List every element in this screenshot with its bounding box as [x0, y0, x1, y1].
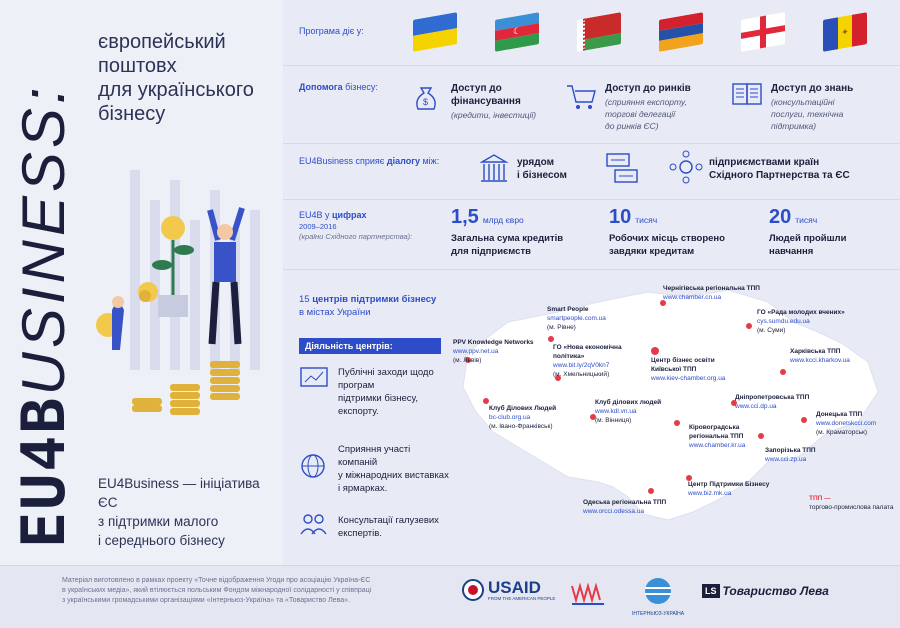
stat-unit: тисяч [635, 215, 658, 225]
map-label-url: bc-club.org.ua [489, 414, 531, 421]
activity-line: Сприяння участі [338, 444, 411, 455]
georgia-flag [741, 12, 785, 52]
map-label-title: Клуб Ділових Людей [489, 405, 557, 412]
map-label-title: Харківська ТПП [790, 348, 841, 355]
initiative-line: з підтримки малого [98, 514, 219, 529]
dialog-label [299, 156, 439, 166]
map-label-city: (м. Рівне) [547, 324, 576, 331]
map-label-title: PPV Knowledge Networks [453, 339, 534, 346]
dialog-line: підприємствами країн [709, 157, 820, 168]
stat-value: 10 [609, 206, 632, 228]
coins-illustration [90, 170, 280, 440]
map-label-khmelnytskyi [553, 343, 622, 379]
vertical-title-light: USINESS: [10, 83, 77, 396]
map-label-title: Запорізька ТПП [765, 447, 816, 454]
initiative-text [98, 474, 278, 550]
numbers-label-start: EU4B у [299, 210, 333, 220]
desc-line: Робочих місць створено [609, 233, 725, 244]
stat-3-value [769, 206, 817, 229]
tagline-line: поштовх [98, 55, 177, 77]
activity-2 [338, 443, 449, 495]
svg-text:$: $ [423, 97, 429, 107]
cart-icon [565, 82, 599, 112]
usaid-sub: FROM THE AMERICAN PEOPLE [488, 596, 556, 601]
desc-line: для підприємств [451, 246, 531, 257]
centers-heading-bold: центрів підтримки бізнесу [312, 294, 437, 305]
map-point-sumy [746, 323, 752, 329]
internews-text: ІНТЕРНЬЮЗ-УКРАЇНА [632, 611, 685, 617]
map-label-title: регіональна ТПП [689, 433, 744, 440]
armenia-flag [659, 12, 703, 52]
help-label-rest: бізнесу: [342, 82, 378, 92]
vertical-title [9, 83, 79, 548]
map-label-city: (м. Суми) [757, 327, 786, 334]
map-label-title: Донецька ТПП [816, 411, 863, 418]
numbers-label [299, 210, 366, 220]
numbers-years: 2009–2016 [299, 222, 337, 231]
right-panel [283, 0, 900, 565]
azerbaijan-flag: ☾ [495, 12, 539, 52]
desc-line: Людей пройшли [769, 233, 847, 244]
dialog-item-1 [517, 156, 567, 182]
lion-badge: LS [702, 584, 720, 598]
centers-heading [299, 294, 436, 305]
map-label-title: Київської ТПП [651, 366, 697, 373]
map-label-url: www.donetskcci.com [816, 420, 877, 427]
ukraine-flag [413, 12, 457, 52]
help-item-2-sub [605, 96, 687, 132]
chat-icon [605, 152, 639, 184]
government-building-icon [479, 152, 509, 184]
stat-2-desc [609, 232, 749, 258]
map-label-mykolaiv [688, 480, 769, 498]
dialog-label-bold: діалогу [386, 156, 420, 166]
map-label-url: www.kdl.vn.ua [595, 408, 637, 415]
left-panel [0, 0, 283, 565]
map-label-sumy [757, 308, 845, 335]
help-item-3-sub [771, 96, 843, 132]
map-label-title: ГО «Нова економічна [553, 344, 622, 351]
initiative-line: EU4Business — ініціатива ЄС [98, 476, 260, 510]
lion-society-logo [702, 584, 829, 598]
map-label-title: Центр бізнес освіти [651, 357, 715, 364]
centers-heading-end: в містах України [299, 307, 371, 318]
map-point-kyiv [651, 347, 659, 355]
map-label-vinnytsia [595, 398, 661, 425]
map-label-title: Одеська регіональна ТПП [583, 499, 667, 506]
consultants-icon [299, 510, 327, 538]
sub-line: послуги, технічна [771, 109, 844, 119]
activity-line: програм [338, 380, 375, 391]
dialog-section [283, 144, 900, 200]
program-section [283, 0, 900, 66]
map-label-odesa [583, 498, 666, 516]
activity-line: експертів. [338, 528, 382, 539]
dialog-label-end: між: [419, 156, 440, 166]
lion-text: Товариство Лева [722, 584, 829, 598]
tagline-line: для українського [98, 79, 254, 101]
footer [0, 565, 900, 628]
footer-note-line: в українських медіа», який втілюється польським Фондом міжнародної солідарності у співпраці [62, 587, 372, 594]
map-label-title: Дніпропетровська ТПП [735, 394, 810, 401]
stat-3-desc [769, 232, 869, 258]
numbers-section [283, 200, 900, 270]
dialog-line: Східного Партнерства та ЄС [709, 170, 850, 181]
legend-text: торгово-промислова палата [809, 504, 894, 511]
map-label-lviv [453, 338, 534, 365]
map-point-kropyvnytskyi [674, 420, 680, 426]
dialog-line: урядом [517, 157, 554, 168]
map-label-title: політика» [553, 353, 585, 360]
usaid-text-block [488, 579, 555, 601]
book-icon [731, 82, 765, 110]
help-item-1-title [451, 82, 521, 108]
vertical-title-bold: EU4B [9, 395, 79, 548]
usaid-text: USAID [488, 578, 541, 597]
map-label-city: (м. Івано-Франківськ) [489, 423, 553, 430]
money-bag-icon [413, 82, 439, 112]
map-label-dnipro [735, 393, 809, 411]
globe-icon [299, 452, 327, 480]
map-label-kropyvnytskyi [689, 423, 745, 450]
stat-value: 1,5 [451, 206, 479, 228]
help-label [299, 82, 378, 92]
activity-line: і ярмарках. [338, 483, 388, 494]
sub-line: до ринків ЄС) [605, 121, 659, 131]
numbers-countries: (країни Східного партнерства): [299, 232, 413, 241]
map-label-url: www.cci.dp.ua [735, 403, 777, 410]
map-point-kharkiv [780, 369, 786, 375]
initiative-line: і середнього бізнесу [98, 533, 225, 548]
map-label-url: www.orcci.odessa.ua [583, 508, 645, 515]
stat-unit: млрд євро [482, 215, 524, 225]
map-label-zaporizhzhia [765, 446, 816, 464]
footer-note-line: Матеріал виготовлено в рамках проекту «Точне відображення Угоди про асоціацію Україна-ЄС [62, 577, 371, 584]
activity-line: експорту. [338, 406, 379, 417]
activity-3 [338, 514, 439, 540]
tagline-line: європейський [98, 31, 226, 53]
tagline-line: бізнесу [98, 103, 166, 125]
tagline [98, 30, 268, 126]
map-label-title: Центр Підтримки Бізнесу [688, 481, 770, 488]
dialog-line: і бізнесом [517, 170, 567, 181]
title-line: фінансування [451, 96, 521, 107]
legend-title: ТПП — [809, 495, 831, 502]
map-label-city: (м. Вінниця) [595, 417, 632, 424]
map-label-donetsk [816, 410, 876, 437]
moldova-flag: ✦ [823, 12, 867, 52]
activity-line: у міжнародних виставках [338, 470, 449, 481]
stat-2-value [609, 206, 657, 229]
map-label-title: Клуб ділових людей [595, 399, 662, 406]
activity-line: підтримки бізнесу, [338, 393, 418, 404]
map-label-title: Smart People [547, 306, 589, 313]
internews-logo [632, 576, 684, 617]
map-point-odesa [648, 488, 654, 494]
map-label-city: (м. Львів) [453, 357, 482, 364]
map-label-rivne [547, 305, 606, 332]
dialog-label-start: EU4Business сприяє [299, 156, 387, 166]
map-label-url: cys.sumdu.edu.ua [757, 318, 810, 325]
map-label-kyiv [651, 356, 725, 383]
dialog-item-2 [709, 156, 850, 182]
map-label-chernihiv [663, 284, 760, 302]
map-label-url: www.bit.ly/2qV0kn7 [553, 362, 610, 369]
sub-line: торгові делегації [605, 109, 676, 119]
map-label-url: www.kcci.kharkov.ua [790, 357, 850, 364]
map-point-donetsk [801, 417, 807, 423]
numbers-label-bold: цифрах [332, 210, 367, 220]
footer-note [62, 576, 447, 606]
map-label-url: www.chamber.cn.ua [663, 294, 722, 301]
title-line: Доступ до [451, 83, 502, 94]
sub-line: підтримка) [771, 121, 817, 131]
stat-unit: тисяч [795, 215, 818, 225]
map-label-kharkiv [790, 347, 850, 365]
program-label: Програма діє у: [299, 26, 364, 36]
internews-globe-icon [641, 576, 675, 606]
map-label-url: www.chamber.kr.ua [689, 442, 746, 449]
map-label-title: ГО «Рада молодих вчених» [757, 309, 845, 316]
activity-label: Діяльність центрів: [299, 338, 441, 354]
map-label-url: www.kiev-chamber.org.ua [651, 375, 726, 382]
map-point-zaporizhzhia [758, 433, 764, 439]
desc-line: навчання [769, 246, 814, 257]
map-point-rivne [548, 336, 554, 342]
activity-line: Консультації галузевих [338, 515, 439, 526]
activity-line: компаній [338, 457, 378, 468]
usaid-logo [462, 579, 555, 601]
map-label-title: Кіровоградська [689, 424, 740, 431]
desc-line: Загальна сума кредитів [451, 233, 564, 244]
map-label-title: Чернігівська регіональна ТПП [663, 285, 760, 292]
map-label-city: (м. Краматорськ) [816, 429, 867, 436]
network-gear-icon [669, 150, 703, 184]
usaid-seal-icon [462, 579, 484, 601]
stat-1-value [451, 206, 524, 229]
help-item-2-title: Доступ до ринків [605, 83, 691, 94]
footer-note-line: з українськими громадськими організаціями «Інтерньюз-Україна» та «Товариство Лева». [62, 597, 350, 604]
legend-tpp [809, 494, 893, 512]
map-label-city: (м. Хмельницький) [553, 371, 610, 378]
activity-line: Публічні заходи щодо [338, 367, 434, 378]
map-label-url: smartpeople.com.ua [547, 315, 606, 322]
map-label-url: www.cci.zp.ua [765, 456, 807, 463]
map-label-url: www.ppv.net.ua [453, 348, 499, 355]
belarus-flag [577, 12, 621, 52]
map-label-url: www.biz.mk.ua [688, 490, 732, 497]
help-section [283, 66, 900, 144]
centers-heading-start: 15 [299, 294, 313, 305]
help-item-1-sub: (кредити, інвестиції) [451, 110, 537, 120]
sub-line: (сприяння експорту, [605, 97, 687, 107]
solidarity-fund-logo [568, 578, 608, 612]
chart-presentation-icon [299, 366, 329, 392]
stat-1-desc [451, 232, 581, 258]
help-label-bold: Допомога [299, 82, 343, 92]
map-label-ivano-frankivsk [489, 404, 556, 431]
desc-line: завдяки кредитам [609, 246, 695, 257]
help-item-3-title: Доступ до знань [771, 83, 854, 94]
stat-value: 20 [769, 206, 792, 228]
activity-1 [338, 366, 434, 418]
sub-line: (консультаційні [771, 97, 835, 107]
